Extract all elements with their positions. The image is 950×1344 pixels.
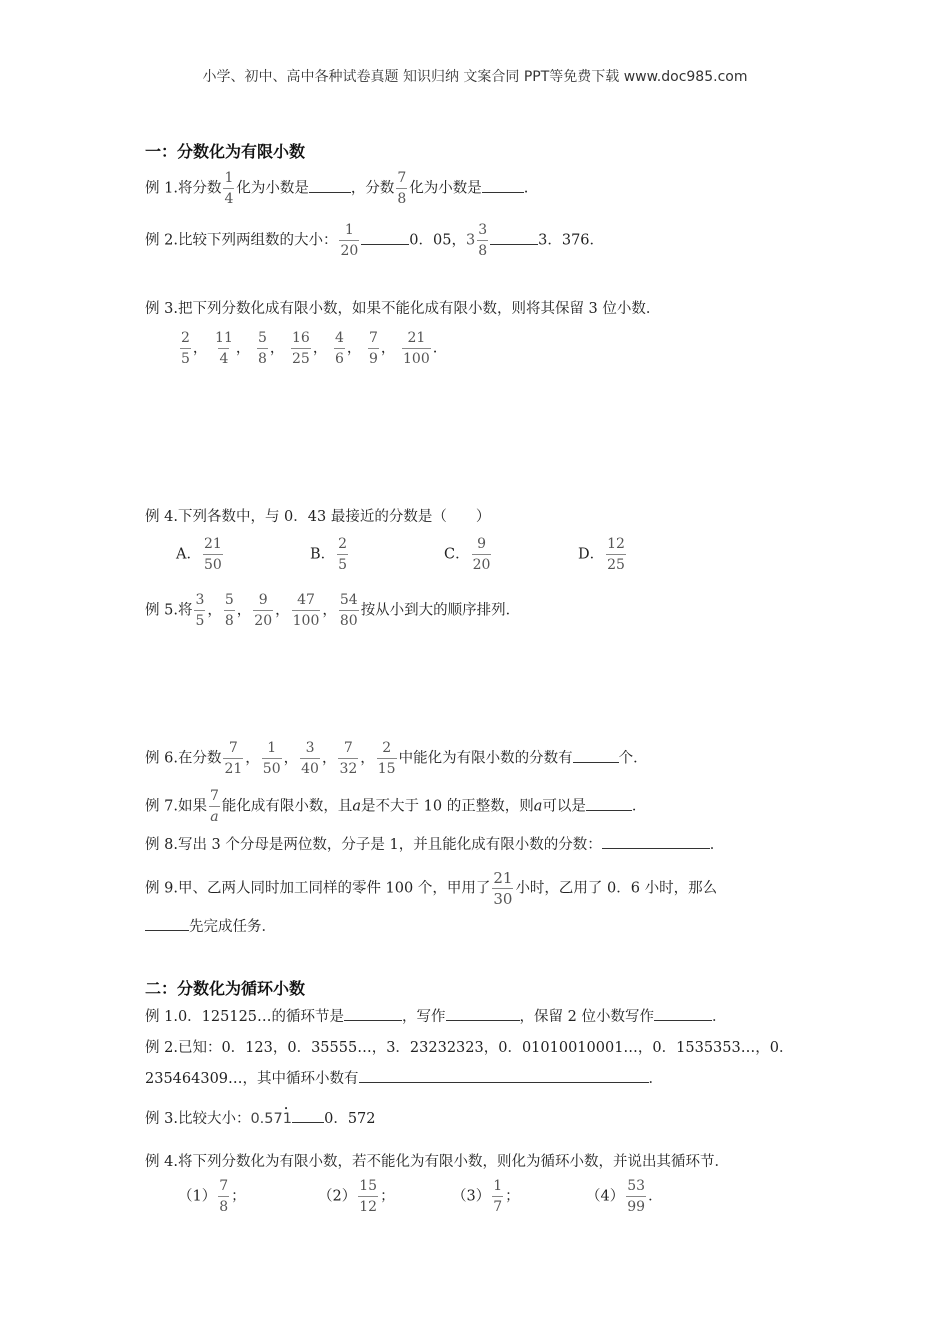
- answer-blank[interactable]: [446, 1006, 520, 1021]
- answer-blank[interactable]: [490, 230, 538, 245]
- example-1-9-cont: 先完成任务．: [145, 916, 276, 937]
- section-2-title: 二：分数化为循环小数: [145, 979, 306, 998]
- example-1-6: 例 6.在分数 $\frac{7}{21}$ ， $\frac{1}{50}$ ， $\frac{3}{40}$ ， $\frac{7}{32}$ ， $\frac{2}{15}$ 中能化为有限小数的分数有 个．: [145, 740, 648, 777]
- example-1-7: 例 7.如果 $\frac{7}{a}$ 能化成有限小数，且a是不大于 10 的正整数，则a可以是 ．: [145, 788, 647, 825]
- answer-blank[interactable]: [359, 1068, 649, 1083]
- answer-blank[interactable]: [586, 796, 632, 811]
- answer-blank[interactable]: [573, 748, 619, 763]
- example-2-4: 例 4.将下列分数化为有限小数，若不能化为有限小数，则化为循环小数，并说出其循环节．: [145, 1154, 729, 1170]
- example-1-5: 例 5.将 $\frac{3}{5}$ ， $\frac{5}{8}$ ， $\frac{9}{20}$ ， $\frac{47}{100}$ ， $\frac{54}{80}$ 按从小到大的顺序排列．: [145, 592, 521, 629]
- repeating-dot: •: [283, 1105, 289, 1113]
- answer-blank[interactable]: [344, 1006, 402, 1021]
- example-1-2: 例 2.比较下列两组数的大小： $\frac{1}{20}$ 0．05，3 $\frac{3}{8}$ 3．376．: [145, 222, 605, 259]
- example-1-3: 例 3.把下列分数化成有限小数，如果不能化成有限小数，则将其保留 3 位小数．: [145, 301, 661, 317]
- example-2-2: 例 2.已知：0．123，0．35555…，3．23232323，0．01010010001…，0．1535353…，0．: [145, 1040, 794, 1056]
- example-1-1: 例 1.将分数 $\frac{1}{4}$ 化为小数是 ，分数 $\frac{7}{8}$ 化为小数是 .: [145, 170, 529, 207]
- example-2-1: 例 1.0．125125…的循环节是 ，写作 ，保留 2 位小数写作 ．: [145, 1006, 726, 1027]
- example-1-3-fractions: $\frac{2}{5}$ ， $\frac{11}{4}$ ， $\frac{5}{8}$ ， $\frac{16}{25}$ ， $\frac{4}{6}$ ， $\frac{7}{9}$ ， $\frac{21}{100}$ .: [181, 330, 438, 367]
- example-1-8: 例 8.写出 3 个分母是两位数，分子是 1，并且能化成有限小数的分数： ．: [145, 834, 724, 855]
- answer-blank[interactable]: [361, 230, 409, 245]
- item-3: （3） $\frac{1}{7}$ ；: [452, 1178, 520, 1215]
- answer-blank[interactable]: [145, 916, 189, 931]
- option-b[interactable]: B． $\frac{2}{5}$: [310, 536, 348, 573]
- example-2-3: 例 3.比较大小：0.571•0．572: [145, 1105, 376, 1127]
- item-2: （2） $\frac{15}{12}$ ；: [318, 1178, 395, 1215]
- option-c[interactable]: C． $\frac{9}{20}$: [444, 536, 491, 573]
- example-1-9: 例 9.甲、乙两人同时加工同样的零件 100 个，甲用了 $\frac{21}{30}$ 小时，乙用了 0．6 小时，那么: [145, 869, 718, 908]
- answer-blank[interactable]: [482, 178, 524, 193]
- item-4: （4） $\frac{53}{99}$ ．: [586, 1178, 663, 1215]
- option-a[interactable]: A． $\frac{21}{50}$: [176, 536, 222, 573]
- option-d[interactable]: D． $\frac{12}{25}$: [578, 536, 625, 573]
- answer-blank[interactable]: [309, 178, 351, 193]
- example-1-4: 例 4.下列各数中，与 0．43 最接近的分数是（ ）: [145, 509, 491, 525]
- item-1: （1） $\frac{7}{8}$ ；: [178, 1178, 246, 1215]
- page-header: 小学、初中、高中各种试卷真题 知识归纳 文案合同 PPT等免费下载 www.doc985.com: [202, 69, 748, 85]
- section-1-title: 一：分数化为有限小数: [145, 142, 306, 161]
- answer-blank[interactable]: [654, 1006, 712, 1021]
- answer-blank[interactable]: [292, 1108, 324, 1123]
- example-2-2-cont: 235464309…，其中循环小数有 ．: [145, 1068, 663, 1089]
- answer-blank[interactable]: [602, 834, 710, 849]
